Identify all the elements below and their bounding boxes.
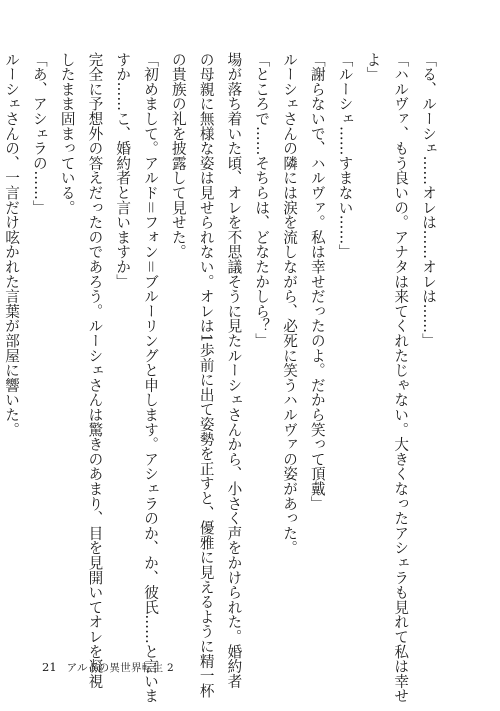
text-line: ルーシェさんの、一言だけ呟かれた言葉が部屋に響いた。 [3,52,21,437]
text-line: の貴族の礼を披露して見せた。 [169,52,187,260]
text-line: 「初めまして。アルド＝フォン＝ブルーリングと申します。アシェラのか、か、彼氏……と言いま [142,52,160,704]
page-number: 21 [42,660,57,674]
text-line: の母親に無様な姿は見せられない。オレは1歩前に出て姿勢を正すと、優雅に見えるように精一杯 [197,52,215,698]
text-line: ルーシェさんの隣には涙を流しながら、必死に笑うハルヴァの姿があった。 [281,52,299,556]
text-line: 「る、ルーシェ……オレは……オレは……」 [420,52,437,348]
text-line: 完全に予想外の答えだったのであろう。ルーシェさんは驚きのあまり、目を見開いてオレを凝視 [86,52,104,689]
text-line: すか……こ、婚約者と言いますか」 [114,52,132,289]
page-footer [42,660,174,675]
text-line: 「ところで……そちらは、どなたかしら？」 [253,52,271,348]
text-line: 「謝らないで、ハルヴァ。私は幸せだったのよ。だから笑って頂戴」 [308,52,326,511]
text-line: したまま固まっている。 [58,52,76,215]
text-line: 「ルーシェ……すまない……」 [336,52,354,260]
book-title: アルドの異世界転生 2 [66,662,175,674]
text-line: 「あ、アシェラの……」 [30,52,48,215]
text-line: 「ハルヴァ、もう良いの。アナタは来てくれたじゃない。大きくなったアシェラも見れて私は幸せ [392,52,410,704]
text-line: 場が落ち着いた頃、オレを不思議そうに見たルーシェさんから、小さく声をかけられた。婚約者 [225,52,243,689]
text-line: よ」 [364,52,382,82]
